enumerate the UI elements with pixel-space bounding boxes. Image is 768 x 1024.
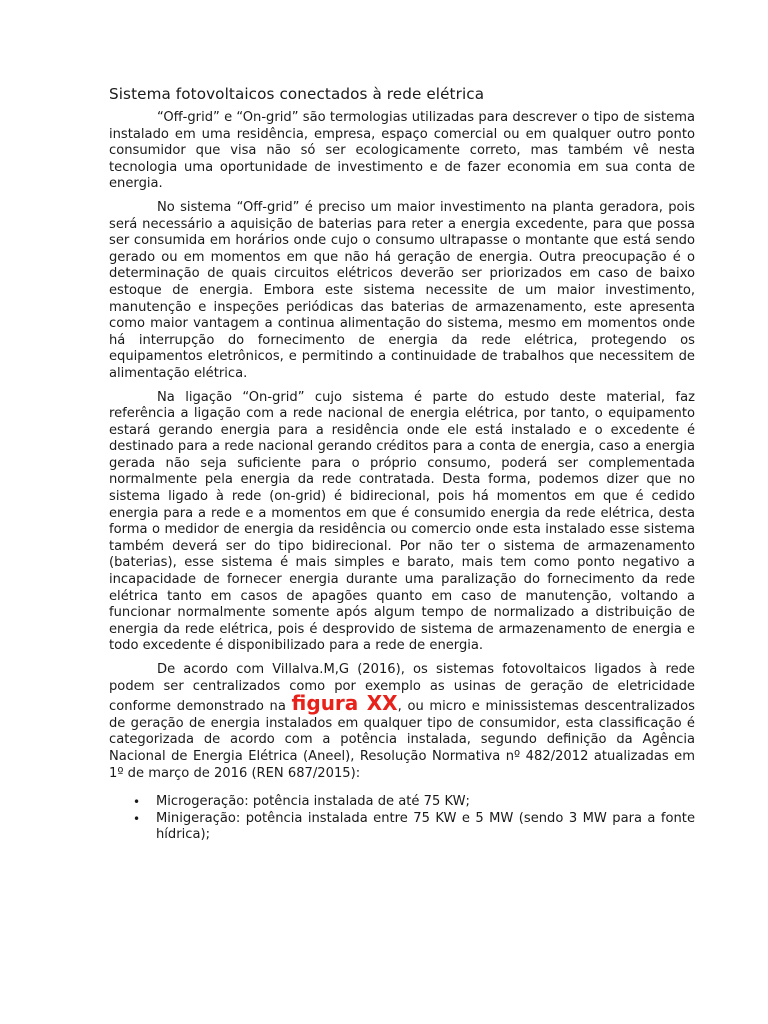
paragraph-2: No sistema “Off-grid” é preciso um maior investimento na planta geradora, pois será necessário a aquisição de baterias para reter a energia excedente, para que possa ser consumida em horários onde cujo o consumo ultrapasse o montante que está sendo gerado ou em momentos em que não há geração de energia. Outra preocupação é o determinação de quais circuitos elétricos deverão ser priorizados em caso de baixo estoque de energia. Embora este sistema necessite de um maior investimento, manutenção e inspeções periódicas das baterias de armazenamento, este apresenta como maior vantagem a continua alimentação do sistema, mesmo em momentos onde há interrupção do fornecimento de energia da rede elétrica, protegendo os equipamentos eletrônicos, e permitindo a continuidade de trabalhos que necessitem de alimentação elétrica. xyxy=(109,199,695,381)
document-page xyxy=(109,84,695,844)
list-item xyxy=(133,810,695,844)
paragraph-3: Na ligação “On-grid” cujo sistema é parte do estudo deste material, faz referência a ligação com a rede nacional de energia elétrica, por tanto, o equipamento estará gerando energia para a residência onde ele está instalado e o excedente é destinado para a rede nacional gerando créditos para a conta de energia, caso a energia gerada não seja suficiente para o próprio consumo, poderá ser complementada normalmente pela energia da rede contratada. Desta forma, podemos dizer que no sistema ligado à rede (on-grid) é bidirecional, pois há momentos em que é cedido energia para a rede e a momentos em que é consumido energia da rede elétrica, desta forma o medidor de energia da residência ou comercio onde esta instalado esse sistema também deverá ser do tipo bidirecional. Por não ter o sistema de armazenamento (baterias), esse sistema é mais simples e barato, mais tem como ponto negativo a incapacidade de fornecer energia durante uma paralização do fornecimento da rede elétrica tanto em casos de apagões quanto em caso de manutenção, voltando a funcionar normalmente somente após algum tempo de normalizado a distribuição de energia da rede elétrica, pois é desprovido de sistema de armazenamento de energia e todo excedente é disponibilizado para a rede de energia. xyxy=(109,389,695,654)
paragraph-4 xyxy=(109,662,695,782)
list-item-text: Minigeração: potência instalada entre 75 KW e 5 MW (sendo 3 MW para a fonte hídrica); xyxy=(156,810,695,843)
list-item xyxy=(133,794,695,811)
paragraph-4-text-before: De acordo com Villalva.M,G (2016), os sistemas fotovoltaicos ligados à rede podem ser centralizados como por exemplo as usinas de geração de eletricidade conforme demonstrado na xyxy=(109,662,695,715)
classification-list xyxy=(109,794,695,844)
list-item-text: Microgeração: potência instalada de até 75 KW; xyxy=(156,794,470,810)
paragraph-1: “Off-grid” e “On-grid” são termologias utilizadas para descrever o tipo de sistema instalado em uma residência, empresa, espaço comercial ou em qualquer outro ponto consumidor que visa não só ser ecologicamente correto, mas também vê nesta tecnologia uma oportunidade de investimento e de fazer economia em sua conta de energia. xyxy=(109,110,695,192)
document-title: Sistema fotovoltaicos conectados à rede elétrica xyxy=(109,85,485,103)
bullet-icon: • xyxy=(133,811,141,826)
paragraph-4-text-after: , ou micro e minissistemas descentralizados de geração de energia instalados em qualquer tipo de consumidor, esta classificação é categorizada de acordo com a potência instalada, segundo definição da Agência Nacional de Energia Elétrica (Aneel), Resolução Normativa nº 482/2012 atualizadas em 1º de março de 2016 (REN 687/2015): xyxy=(109,699,696,781)
figure-reference: figura XX xyxy=(291,691,398,716)
bullet-icon: • xyxy=(133,795,141,810)
